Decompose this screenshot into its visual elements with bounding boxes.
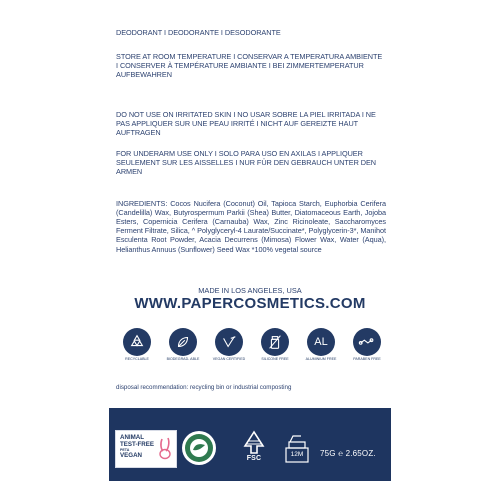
vegan-badge-line2: TEST-FREE (120, 440, 155, 448)
certification-panel (109, 408, 391, 481)
badge-recyclable (118, 328, 156, 362)
ingredients-list: INGREDIENTS: Cocos Nucifera (Coconut) Oil, Tapioca Starch, Euphorbia Cerifera (Candelilla) Wax, Butyrospermum Parkii (Shea) Butter, Diatomaceous Earth, Jojoba Esters, Copernicia Cerifera (Carnauba) Wax, Zinc Ricinoleate, Saccharomyces Ferment Filtrate, Silica, ^ Polyglyceryl-4 Laurate/Succinate*, Polyglycerin-3*, Manihot Esculenta Root Powder, Acacia Decurrens (Mimosa) Flower Wax, Water (Aqua), Helianthus Annuus (Sunflower) Seed Wax *100% vegetal source (116, 199, 386, 254)
recycle-icon (123, 328, 151, 356)
badge-row (116, 328, 386, 378)
badge-label: BIODEGRAD- ABLE (166, 357, 200, 361)
pao-label: 12M (290, 451, 304, 458)
certification-seal-icon (181, 430, 217, 466)
badge-label: RECYCLABLE (125, 357, 149, 361)
badge-vegan (210, 328, 248, 362)
badge-biodegradable (164, 328, 202, 362)
made-in-text: MADE IN LOS ANGELES, USA (198, 286, 302, 295)
irritated-skin-warning: DO NOT USE ON IRRITATED SKIN I NO USAR SOBRE LA PIEL IRRITADA I NE PAS APPLIQUER SUR UNE PEAU IRRITÉ I NICHT AUF GEREIZTE HAUT AUFTRAGEN (116, 110, 376, 138)
badge-label: ALUMINIUM FREE (305, 357, 337, 361)
badge-label: SILICONE FREE (261, 357, 289, 361)
net-weight: 75G ℮ 2.65OZ. (320, 449, 376, 458)
vegan-leaf-icon (215, 328, 243, 356)
storage-warning: STORE AT ROOM TEMPERATURE I CONSERVAR A TEMPERATURA AMBIENTE I CONSERVER À TEMPÉRATURE AMBIANTE I BEI ZIMMERTEMPERATUR AUFBEWAHREN (116, 52, 383, 80)
fsc-label: FSC (246, 455, 262, 462)
aluminium-symbol: AL (314, 336, 328, 348)
aluminium-free-icon (307, 328, 335, 356)
badge-paraben-free (348, 328, 386, 362)
badge-silicone-free (256, 328, 294, 362)
vegan-badge-small: PETA (120, 447, 130, 452)
disposal-recommendation: disposal recommendation: recycling bin or industrial composting (116, 384, 292, 391)
silicone-free-icon (261, 328, 289, 356)
badge-aluminium-free (302, 328, 340, 362)
bunny-icon (156, 435, 174, 461)
period-after-opening-icon (283, 432, 311, 466)
badge-label: VEGAN CERTIFIED (212, 357, 246, 361)
fsc-logo (235, 430, 273, 466)
product-title: DEODORANT I DEODORANTE I DESODORANTE (116, 28, 281, 37)
website-url: WWW.PAPERCOSMETICS.COM (134, 295, 366, 312)
underarm-use-warning: FOR UNDERARM USE ONLY I SOLO PARA USO EN AXILAS I APPLIQUER SEULEMENT SUR LES AISSELLES I NUR FÜR DEN GEBRAUCH UNTER DEN ARMEN (116, 149, 377, 177)
badge-label: PARABEN FREE (353, 357, 381, 361)
fsc-tree-icon (235, 430, 273, 456)
paraben-free-icon (353, 328, 381, 356)
vegan-badge-line3: VEGAN (120, 451, 143, 459)
biodegradable-icon (169, 328, 197, 356)
vegan-badge-line1: ANIMAL (120, 434, 145, 441)
peta-vegan-badge (115, 430, 177, 468)
